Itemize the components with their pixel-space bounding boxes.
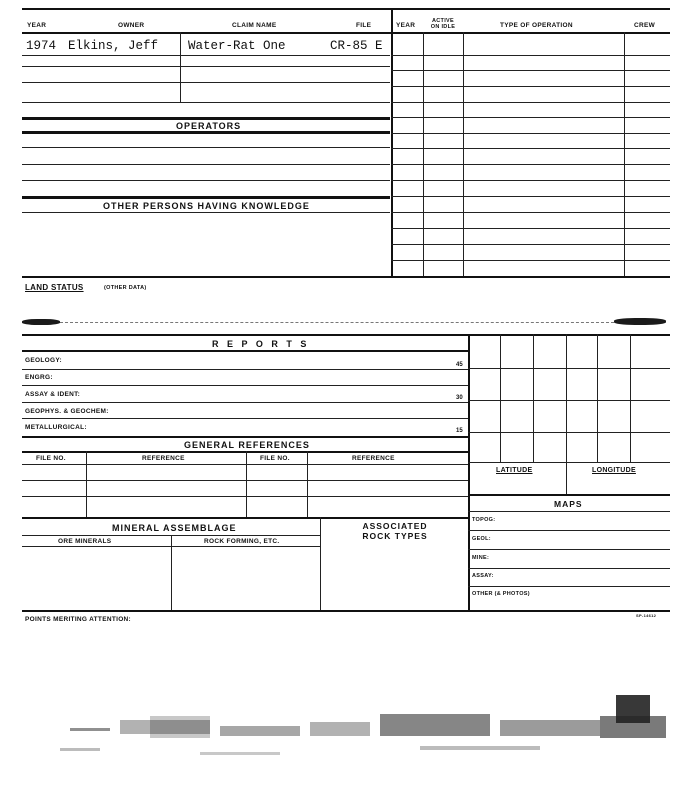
map-other: OTHER (& PHOTOS) <box>472 591 530 597</box>
map-assay: ASSAY: <box>472 573 494 579</box>
row-line <box>22 369 468 370</box>
grid-row <box>391 133 670 134</box>
report-geology: GEOLOGY: <box>25 357 62 364</box>
latlong-divider <box>566 334 567 494</box>
latlong-grid-row <box>468 432 670 433</box>
row-line <box>22 212 390 213</box>
header-crew: CREW <box>634 22 656 29</box>
row-line <box>22 55 390 56</box>
row-line <box>22 66 390 67</box>
label-longitude: LONGITUDE <box>592 467 636 474</box>
section-general-references: GENERAL REFERENCES <box>184 440 310 450</box>
grid-row <box>391 70 670 71</box>
header-claim-name: CLAIM NAME <box>232 22 277 29</box>
scan-noise <box>0 690 678 780</box>
row-line <box>22 102 390 103</box>
grid-row <box>391 244 670 245</box>
section-operators: OPERATORS <box>176 121 242 131</box>
header-file: FILE <box>356 22 372 29</box>
row-line <box>22 82 390 83</box>
record-claim-name: Water-Rat One <box>188 39 286 53</box>
bottom-rule <box>22 610 670 612</box>
grid-row <box>391 196 670 197</box>
row-line <box>22 147 390 148</box>
latlong-grid-row <box>468 368 670 369</box>
col-divider <box>307 451 308 517</box>
report-engrg: ENGRG: <box>25 374 53 381</box>
header-owner: OWNER <box>118 22 145 29</box>
latlong-grid-line <box>533 334 534 462</box>
record-year: 1974 <box>26 39 57 53</box>
report-number-45: 45 <box>456 362 463 368</box>
latlong-grid-row <box>468 462 670 463</box>
grid-row <box>391 180 670 181</box>
owner-claim-divider <box>180 32 181 102</box>
grid-divider <box>463 32 464 276</box>
section-associated-rock-types: ASSOCIATED ROCK TYPES <box>362 521 428 541</box>
row-line <box>22 464 468 465</box>
grid-row <box>391 117 670 118</box>
header-rule <box>22 32 670 34</box>
col-divider <box>320 517 321 610</box>
record-owner: Elkins, Jeff <box>68 39 159 53</box>
ink-smudge <box>22 319 60 325</box>
col-divider <box>246 451 247 517</box>
grid-row <box>391 86 670 87</box>
col-reference-2: REFERENCE <box>352 455 395 462</box>
col-rock-forming: ROCK FORMING, ETC. <box>204 538 280 545</box>
row-line <box>22 496 468 497</box>
map-topog: TOPOG: <box>472 517 496 523</box>
map-geol: GEOL: <box>472 536 491 542</box>
col-file-no-2: FILE NO. <box>260 455 290 462</box>
grid-row <box>391 148 670 149</box>
row-line <box>468 549 670 550</box>
report-number-30: 30 <box>456 395 463 401</box>
section-mineral-assemblage: MINERAL ASSEMBLAGE <box>112 523 237 533</box>
reports-header-rule <box>22 350 468 352</box>
section-maps: MAPS <box>554 499 583 509</box>
report-metallurgical: METALLURGICAL: <box>25 424 87 431</box>
form-code: SP-14612 <box>636 613 657 618</box>
maps-header-rule <box>468 511 670 512</box>
col-file-no-1: FILE NO. <box>36 455 66 462</box>
report-number-15: 15 <box>456 428 463 434</box>
latlong-grid-line <box>500 334 501 462</box>
header-year: YEAR <box>27 22 47 29</box>
row-line <box>22 402 468 403</box>
grid-row <box>391 212 670 213</box>
grid-left-border <box>391 8 393 276</box>
grid-row <box>391 55 670 56</box>
general-ref-rule <box>22 436 468 438</box>
grid-divider <box>423 32 424 276</box>
operators-rule-2 <box>22 131 390 134</box>
general-ref-header-rule <box>22 451 468 453</box>
row-line <box>22 418 468 419</box>
col-divider <box>86 451 87 517</box>
row-line <box>468 568 670 569</box>
maps-rule <box>468 494 670 496</box>
col-ore-minerals: ORE MINERALS <box>58 538 112 545</box>
grid-row <box>391 164 670 165</box>
grid-row <box>391 102 670 103</box>
section-land-status: LAND STATUS <box>25 283 84 292</box>
mineral-rule <box>22 517 468 519</box>
grid-row <box>391 228 670 229</box>
top-section-bottom-rule <box>22 276 670 278</box>
ink-smudge <box>614 318 666 325</box>
latlong-grid-line <box>630 334 631 462</box>
grid-row <box>391 260 670 261</box>
row-line <box>468 586 670 587</box>
row-line <box>22 385 468 386</box>
section-other-persons: OTHER PERSONS HAVING KNOWLEDGE <box>103 201 310 211</box>
report-assay: ASSAY & IDENT: <box>25 391 81 398</box>
row-line <box>22 164 390 165</box>
row-line <box>468 530 670 531</box>
land-status-sub: (OTHER DATA) <box>104 285 147 291</box>
col-reference-1: REFERENCE <box>142 455 185 462</box>
report-geophys: GEOPHYS. & GEOCHEM: <box>25 408 109 415</box>
col-divider <box>171 535 172 610</box>
label-latitude: LATITUDE <box>496 467 533 474</box>
latlong-grid-row <box>468 400 670 401</box>
top-rule <box>22 8 670 10</box>
header-type-of-operation: TYPE OF OPERATION <box>500 22 573 29</box>
map-mine: MINE: <box>472 555 490 561</box>
row-line <box>22 480 468 481</box>
header-active-on-idle: ACTIVE ON IDLE <box>430 18 456 30</box>
operators-rule <box>22 117 390 120</box>
grid-divider <box>624 32 625 276</box>
other-persons-rule <box>22 196 390 199</box>
header-year-2: YEAR <box>396 22 416 29</box>
points-meriting-attention: POINTS MERITING ATTENTION: <box>25 616 132 623</box>
latlong-grid-line <box>597 334 598 462</box>
reports-top-rule <box>22 334 670 336</box>
land-status-rule <box>60 322 614 323</box>
section-reports: R E P O R T S <box>212 339 310 349</box>
row-line <box>22 180 390 181</box>
record-file: CR-85 E <box>330 39 383 53</box>
